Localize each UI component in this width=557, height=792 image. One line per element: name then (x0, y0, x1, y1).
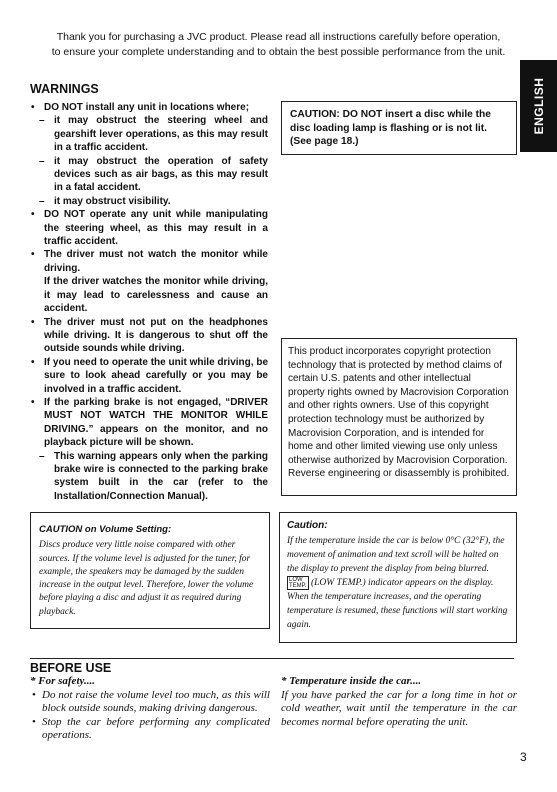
bullet-mark: • (31, 102, 35, 113)
macrovision-notice-text: This product incorporates copyright protection technology that is protected by method claims of certain U.S. patents and other intellectual property rights owned by Macrovision Corporation and other rights owners. Use of this copyright protection technology must be authorized by Macrovision Corporation, and is intended for home and other limited viewing use only unless otherwise authorized by Macrovision Corporation. Reverse engineering or disassembly is prohibited. (288, 346, 510, 480)
volume-caution-text: Discs produce very little noise compared with other sources. If the volume level is adjusted for the tuner, for example, the speakers may be damaged by the sudden increase in the output level. Therefore, lower the volume before playing a disc and adjust it as required during playback. (39, 540, 254, 617)
warning-subtext: it may obstruct the operation of safety devices such as air bags, as this may result in a fatal accident. (54, 155, 268, 194)
intro-text (30, 30, 527, 60)
warning-item (30, 356, 268, 396)
dash-mark: – (39, 450, 45, 462)
temperature-caution-text (287, 534, 509, 590)
warnings-list (30, 101, 268, 503)
bullet-mark: • (31, 396, 35, 408)
bullet-mark: • (31, 249, 35, 261)
dash-mark: – (39, 115, 45, 127)
intro-line-2: to ensure your complete understanding and to obtain the best possible performance from the unit. (51, 46, 506, 58)
temperature-caution-box (279, 512, 517, 643)
bullet-mark: • (31, 356, 35, 368)
temperature-section (281, 675, 517, 729)
warning-subitem (30, 114, 268, 154)
page-number: 3 (520, 750, 527, 764)
warnings-heading: WARNINGS (30, 82, 99, 96)
temperature-text: If you have parked the car for a long time in hot or cold weather, wait until the temperature in the car becomes normal before operating the unit. (281, 688, 517, 728)
warning-item (30, 101, 268, 114)
volume-caution-title: CAUTION on Volume Setting: (39, 524, 172, 535)
warning-text: DO NOT operate any unit while manipulating the steering wheel, as this may result in a traffic accident. (44, 209, 268, 248)
warning-text: If you need to operate the unit while driving, be sure to look ahead carefully or you may be involved in a traffic accident. (44, 356, 268, 395)
warning-text: DO NOT install any unit in locations where; (44, 102, 250, 113)
intro-line-1: Thank you for purchasing a JVC product. Please read all instructions carefully before operation, (56, 31, 501, 43)
warning-item (30, 208, 268, 248)
bullet-mark: • (31, 209, 35, 221)
temperature-caution-body-3: When the temperature increases, and the operating temperature is resumed, these functions will start working again. (287, 592, 508, 631)
bullet-mark: • (32, 688, 36, 701)
volume-caution-box (30, 512, 270, 629)
warning-item (30, 396, 268, 450)
language-tab-label: ENGLISH (531, 77, 546, 135)
warning-item (30, 248, 268, 275)
low-temp-icon-line1: LOW (289, 577, 303, 583)
warning-subtext: it may obstruct visibility. (54, 195, 171, 207)
warning-text: The driver must not watch the monitor while driving. (44, 249, 268, 274)
safety-item-text: Stop the car before performing any complicated operations. (42, 715, 270, 742)
disc-caution-box (281, 101, 517, 155)
safety-heading: * For safety.... (30, 675, 95, 687)
warning-subitem (30, 195, 268, 208)
bullet-mark: • (32, 715, 36, 728)
warning-subitem (30, 450, 268, 504)
dash-mark: – (39, 195, 45, 207)
macrovision-notice-box (281, 338, 517, 496)
low-temp-icon-line2: TEMP. (289, 583, 307, 589)
bullet-mark: • (31, 316, 35, 328)
safety-item (30, 689, 270, 716)
temperature-heading: * Temperature inside the car.... (281, 675, 422, 687)
section-divider (30, 658, 514, 659)
language-tab (520, 60, 557, 152)
warning-text: The driver must not put on the headphones while driving. It is dangerous to shut off the outside sounds while driving. (44, 316, 268, 355)
warning-continuation: If the driver watches the monitor while driving, it may lead to carelessness and cause an accident. (44, 276, 268, 315)
safety-item (30, 716, 270, 743)
temperature-caution-title: Caution: (287, 520, 328, 531)
warning-subtext: This warning appears only when the parking brake wire is connected to the parking brake system built in the car (refer to the Installation/Connection Manual). (54, 450, 268, 502)
warning-text: If the parking brake is not engaged, “DRIVER MUST NOT WATCH THE MONITOR WHILE DRIVING.” appears on the monitor, and no playback picture will be shown. (44, 396, 268, 449)
before-use-heading: BEFORE USE (30, 661, 112, 675)
dash-mark: – (39, 155, 45, 167)
safety-section (30, 675, 270, 743)
disc-caution-text: CAUTION: DO NOT insert a disc while the disc loading lamp is flashing or is not lit. (See page 18.) (290, 109, 491, 147)
temperature-caution-body-1: If the temperature inside the car is below 0°C (32°F), the movement of animation and text scroll will be halted on the display to prevent the display from being blurred. (287, 536, 505, 574)
temperature-caution-body-2: (LOW TEMP.) indicator appears on the display. (310, 578, 494, 589)
safety-item-text: Do not raise the volume level too much, as this will block outside sounds, making driving dangerous. (42, 688, 270, 715)
warning-subitem (30, 155, 268, 195)
warning-item (30, 316, 268, 356)
low-temp-icon (287, 576, 309, 590)
warning-subtext: it may obstruct the steering wheel and gearshift lever operations, as this may result in a traffic accident. (54, 115, 268, 154)
